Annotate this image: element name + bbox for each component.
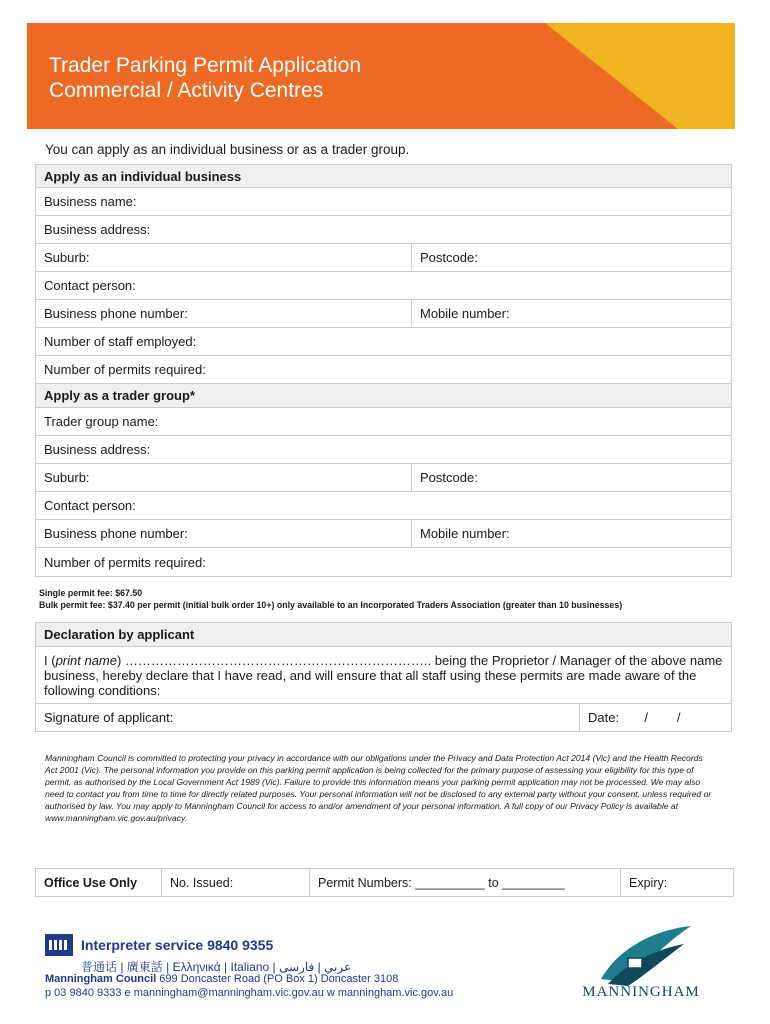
- group-contact-person-field[interactable]: [35, 492, 732, 520]
- interpreter-icon: [45, 934, 73, 956]
- fee-notes: [39, 587, 622, 611]
- privacy-text: Manningham Council is committed to protecting your privacy in accordance with our obligations under the Privacy and Data Protection Act 2014 (Vic) and the Health Records Act 2001 (Vic). The personal information you provide on this parking permit application is being collected for the primary purpose of assessing your eligibility for this type of permit, as authorised by the Local Government Act 1989 (Vic). Failure to provide this information means your parking permit application may not be processed. We may also need to contact you from time to time for directly related purposes. Your personal information will not be disclosed to any external party without your consent, unless required or authorised by law. You may apply to Manningham Council for access to and/or amendment of your personal information. A full copy of our Privacy Policy is available at: [45, 753, 712, 811]
- intro-text: You can apply as an individual business or as a trader group.: [45, 142, 410, 157]
- field-label: Business address:: [44, 222, 151, 237]
- interpreter-block: [45, 934, 351, 975]
- declaration-text: [36, 647, 731, 704]
- business-phone-field[interactable]: Business phone number:: [36, 300, 412, 327]
- title-line-1: Trader Parking Permit Application: [49, 54, 362, 77]
- privacy-end: .: [184, 813, 188, 823]
- field-label: Contact person:: [44, 498, 136, 513]
- field-label: Trader group name:: [44, 414, 159, 429]
- language-list: 普通话 | 廣東話 | Ελληνικά | Italiano | عربي | فارسی: [81, 960, 352, 974]
- group-heading-row: [35, 384, 732, 408]
- group-suburb-postcode-row: [35, 464, 732, 492]
- mobile-field[interactable]: Mobile number:: [420, 306, 510, 321]
- field-label: Number of staff employed:: [44, 334, 197, 349]
- postcode-field[interactable]: Postcode:: [420, 250, 478, 265]
- privacy-statement: [45, 752, 715, 824]
- staff-employed-field[interactable]: [35, 328, 732, 356]
- title-line-2: Commercial / Activity Centres: [49, 79, 324, 102]
- privacy-link[interactable]: www.manningham.vic.gov.au/privacy: [45, 813, 185, 823]
- field-label: Number of permits required:: [44, 554, 206, 570]
- header-banner: [27, 23, 735, 129]
- print-name-label: print name: [55, 653, 117, 668]
- individual-heading-row: [35, 164, 732, 188]
- signature-date-row: [35, 704, 732, 732]
- signature-field[interactable]: Signature of applicant:: [36, 704, 580, 731]
- phone-mobile-row: [35, 300, 732, 328]
- council-contact: p 03 9840 9333 e manningham@manningham.vic.gov.au w manningham.vic.gov.au: [45, 987, 454, 999]
- suburb-postcode-row: [35, 244, 732, 272]
- permit-numbers-field[interactable]: Permit Numbers: __________ to _________: [310, 869, 621, 896]
- page-title: [49, 53, 361, 103]
- expiry-field[interactable]: Expiry:: [629, 875, 668, 890]
- council-street: 699 Doncaster Road (PO Box 1) Doncaster 3108: [156, 973, 399, 985]
- section-heading: Apply as a trader group*: [44, 388, 195, 403]
- date-field[interactable]: Date: / /: [588, 710, 681, 725]
- business-name-field[interactable]: [35, 188, 732, 216]
- group-phone-mobile-row: [35, 520, 732, 548]
- decl-body: ) …………………………………………………………….. being the Proprietor / Manager of the above name business, hereby declare that I have read, and will ensure that all staff using these permits are made aware of the following conditions:: [44, 653, 723, 698]
- declaration-heading-row: [35, 622, 732, 647]
- no-issued-field[interactable]: No. Issued:: [162, 869, 310, 896]
- suburb-field[interactable]: Suburb:: [36, 244, 412, 271]
- field-label: Number of permits required:: [44, 362, 206, 377]
- decl-prefix: I (: [44, 653, 56, 668]
- group-permits-required-field[interactable]: [35, 548, 732, 577]
- declaration-statement: [35, 647, 732, 704]
- office-use-row: [35, 868, 734, 897]
- single-fee: Single permit fee: $67.50: [39, 588, 143, 598]
- trader-group-name-field[interactable]: [35, 408, 732, 436]
- group-business-phone-field[interactable]: Business phone number:: [36, 520, 412, 547]
- field-label: Business name:: [44, 194, 137, 209]
- field-label: Business address:: [44, 442, 151, 457]
- group-business-address-field[interactable]: [35, 436, 732, 464]
- manningham-wordmark: MANNINGHAM: [582, 984, 700, 1000]
- permits-required-field[interactable]: [35, 356, 732, 384]
- group-postcode-field[interactable]: Postcode:: [420, 470, 478, 485]
- section-heading: Declaration by applicant: [44, 627, 195, 642]
- field-label: Contact person:: [44, 278, 136, 293]
- contact-person-field[interactable]: [35, 272, 732, 300]
- business-address-field[interactable]: [35, 216, 732, 244]
- group-suburb-field[interactable]: Suburb:: [36, 464, 412, 491]
- group-mobile-field[interactable]: Mobile number:: [420, 526, 510, 541]
- council-address: [45, 972, 453, 1000]
- bulk-fee: Bulk permit fee: $37.40 per permit (initial bulk order 10+) only available to an Incorporated Traders Association (greater than 10 businesses): [39, 600, 623, 610]
- council-name: Manningham Council: [45, 973, 157, 985]
- office-use-label: Office Use Only: [36, 869, 162, 896]
- banner-accent: [545, 23, 735, 129]
- interpreter-service: Interpreter service 9840 9355: [81, 937, 274, 953]
- section-heading: Apply as an individual business: [44, 168, 242, 184]
